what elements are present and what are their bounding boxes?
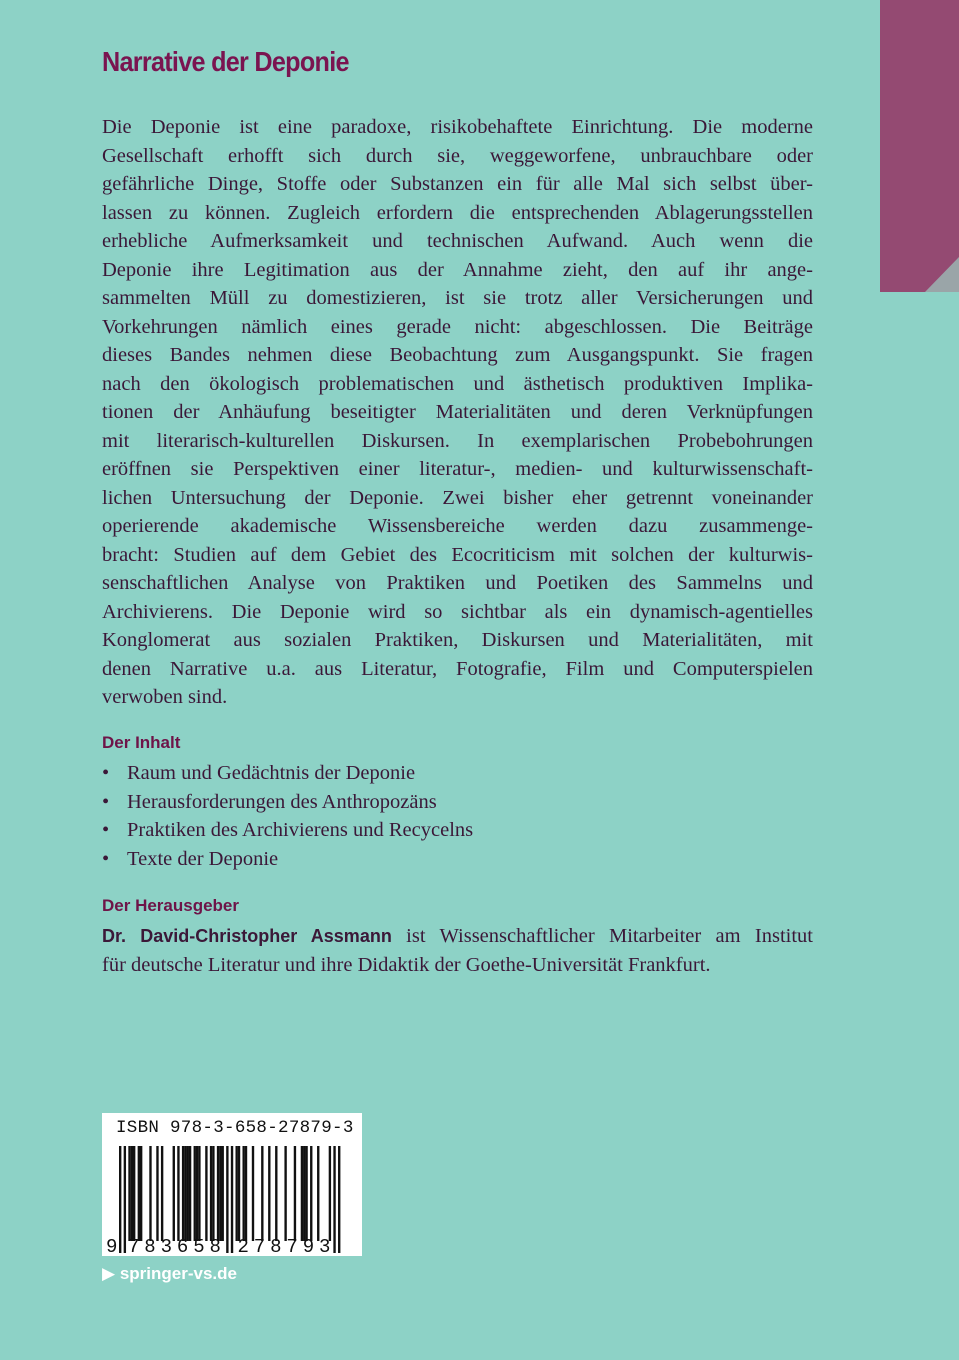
barcode-digit: 5 <box>193 1236 205 1256</box>
barcode-bar <box>161 1146 163 1241</box>
blurb-line: Archivierens. Die Deponie wird so sichtbar als ein dynamisch-agentielles <box>102 600 813 623</box>
barcode-digit: 8 <box>144 1236 156 1256</box>
editor-name: Dr. David-Christopher Assmann <box>102 926 392 946</box>
blurb-line: gefährliche Dinge, Stoffe oder Substanzen ein für alle Mal sich selbst über- <box>102 173 813 195</box>
barcode-bar <box>236 1146 238 1241</box>
website-link[interactable] <box>102 1264 237 1284</box>
barcode-bar <box>194 1146 196 1241</box>
barcode-digit: 7 <box>127 1236 140 1256</box>
contents-item <box>102 788 473 817</box>
blurb-line: Konglomerat aus sozialen Praktiken, Diskursen und Materialitäten, mit <box>102 629 813 651</box>
contents-item-label: Herausforderungen des Anthropozäns <box>127 790 437 813</box>
barcode-bar <box>294 1146 296 1241</box>
blurb-line: dieses Bandes nehmen diese Beobachtung zum Ausgangspunkt. Sie fragen <box>102 344 813 366</box>
barcode-bar <box>305 1146 307 1241</box>
bullet-icon: • <box>102 819 110 841</box>
barcode-digit: 7 <box>286 1236 298 1256</box>
barcode-bar <box>210 1146 212 1241</box>
contents-heading: Der Inhalt <box>102 733 181 752</box>
bullet-icon: • <box>102 790 110 813</box>
blurb-line: senschaftlichen Analyse von Praktiken und Poetiken des Sammelns und <box>102 572 813 594</box>
contents-item-label: Raum und Gedächtnis der Deponie <box>127 762 416 784</box>
barcode-bar <box>140 1146 142 1241</box>
barcode-bar <box>217 1146 219 1241</box>
barcode-bar <box>329 1146 331 1241</box>
barcode-bar <box>187 1146 189 1241</box>
barcode-bar <box>205 1146 207 1241</box>
barcode-bar <box>338 1146 340 1253</box>
barcode-digit: 3 <box>160 1236 173 1256</box>
barcode-bar <box>128 1146 130 1241</box>
barcode-bar <box>222 1146 224 1241</box>
barcode-bar <box>212 1146 214 1241</box>
editor-bio-line2: für deutsche Literatur und ihre Didaktik der Goethe-Universität Frankfurt. <box>102 953 711 976</box>
bullet-icon: • <box>102 847 110 870</box>
blurb-line: verwoben sind. <box>102 686 228 708</box>
barcode-bars <box>102 1113 362 1256</box>
barcode-digit: 9 <box>106 1236 118 1256</box>
blurb-line: bracht: Studien auf dem Gebiet des Ecocriticism mit solchen der kulturwis- <box>102 543 813 566</box>
blurb-text <box>102 113 813 712</box>
barcode-bar <box>268 1146 270 1241</box>
barcode-bar <box>182 1146 184 1241</box>
barcode-bar <box>133 1146 135 1241</box>
contents-item <box>102 816 473 845</box>
barcode-bar <box>238 1146 240 1241</box>
barcode-digit: 2 <box>237 1236 249 1256</box>
contents-item-label: Texte der Deponie <box>127 847 279 870</box>
barcode-bar <box>252 1146 254 1241</box>
barcode-digit: 8 <box>209 1236 221 1256</box>
barcode-bar <box>198 1146 200 1241</box>
blurb-line: Gesellschaft erhofft sich durch sie, weggeworfene, unbrauchbare oder <box>102 144 813 167</box>
page-fold-corner <box>925 257 959 292</box>
barcode-digit: 8 <box>270 1236 282 1256</box>
contents-item <box>102 759 473 788</box>
barcode-digit: 6 <box>176 1236 189 1256</box>
contents-list <box>102 759 473 873</box>
isbn-label: ISBN 978-3-658-27879-3 <box>116 1118 354 1138</box>
barcode-bar <box>301 1146 303 1241</box>
blurb-line: operierende akademische Wissensbereiche werden dazu zusammenge- <box>102 515 813 537</box>
blurb-line: nach den ökologisch problematischen und ästhetisch produktiven Implika- <box>102 372 813 395</box>
blurb-line: tionen der Anhäufung beseitigter Materialitäten und deren Verknüpfungen <box>102 401 813 423</box>
barcode-bar <box>333 1146 335 1253</box>
barcode-bar <box>131 1146 133 1241</box>
blurb-line: Die Deponie ist eine paradoxe, risikobehaftete Einrichtung. Die moderne <box>102 116 813 138</box>
blurb-line: denen Narrative u.a. aus Literatur, Fotografie, Film und Computerspielen <box>102 657 813 680</box>
contents-item <box>102 845 473 874</box>
barcode-bar <box>177 1146 179 1241</box>
barcode-bar <box>275 1146 277 1241</box>
barcode-bar <box>196 1146 198 1241</box>
blurb-line: Deponie ihre Legitimation aus der Annahme zieht, den auf ihr ange- <box>102 258 813 281</box>
editor-heading: Der Herausgeber <box>102 896 240 915</box>
barcode-digit: 9 <box>302 1236 315 1256</box>
book-title: Narrative der Deponie <box>102 46 349 77</box>
barcode-bar <box>219 1146 221 1241</box>
website-text: springer-vs.de <box>119 1264 237 1283</box>
barcode-bar <box>119 1146 121 1253</box>
color-tab <box>880 0 959 292</box>
editor-bio <box>102 922 813 979</box>
blurb-line: eröffnen sie Perspektiven einer literatur-, medien- und kulturwissenschaft- <box>102 458 813 480</box>
blurb-line: sammelten Müll zu domestizieren, ist sie trotz aller Versicherungen und <box>102 287 813 309</box>
editor-bio-line1: ist Wissenschaftlicher Mitarbeiter am Institut <box>391 925 814 947</box>
barcode-bar <box>226 1146 228 1253</box>
barcode-bar <box>317 1146 319 1241</box>
blurb-line: Vorkehrungen nämlich eines gerade nicht: abgeschlossen. Die Beiträge <box>102 315 813 338</box>
barcode-bar <box>261 1146 263 1241</box>
blurb-line: mit literarisch-kulturellen Diskursen. In exemplarischen Probebohrungen <box>102 429 813 452</box>
barcode-digit: 3 <box>319 1236 331 1256</box>
blurb-line: lichen Untersuchung der Deponie. Zwei bisher eher getrennt voneinander <box>102 486 813 509</box>
bullet-icon: • <box>102 762 110 784</box>
barcode-bar <box>284 1146 286 1241</box>
barcode-bar <box>156 1146 158 1241</box>
barcode-bar <box>173 1146 175 1241</box>
barcode-bar <box>138 1146 140 1241</box>
play-arrow-icon: ▶ <box>102 1264 116 1283</box>
barcode-bar <box>242 1146 244 1241</box>
contents-item-label: Praktiken des Archivierens und Recycelns <box>127 819 474 841</box>
barcode-bar <box>149 1146 151 1241</box>
blurb-line: lassen zu können. Zugleich erfordern die entsprechenden Ablagerungsstellen <box>102 201 813 224</box>
isbn-barcode <box>102 1113 362 1256</box>
barcode-bar <box>310 1146 312 1241</box>
barcode-bar <box>184 1146 186 1241</box>
barcode-bar <box>189 1146 191 1241</box>
barcode-bar <box>124 1146 126 1253</box>
barcode-bar <box>303 1146 305 1241</box>
barcode-bar <box>245 1146 247 1241</box>
barcode-digit: 7 <box>253 1236 266 1256</box>
blurb-line: erhebliche Aufmerksamkeit und technischen Aufwand. Auch wenn die <box>102 230 813 252</box>
barcode-bar <box>231 1146 233 1253</box>
